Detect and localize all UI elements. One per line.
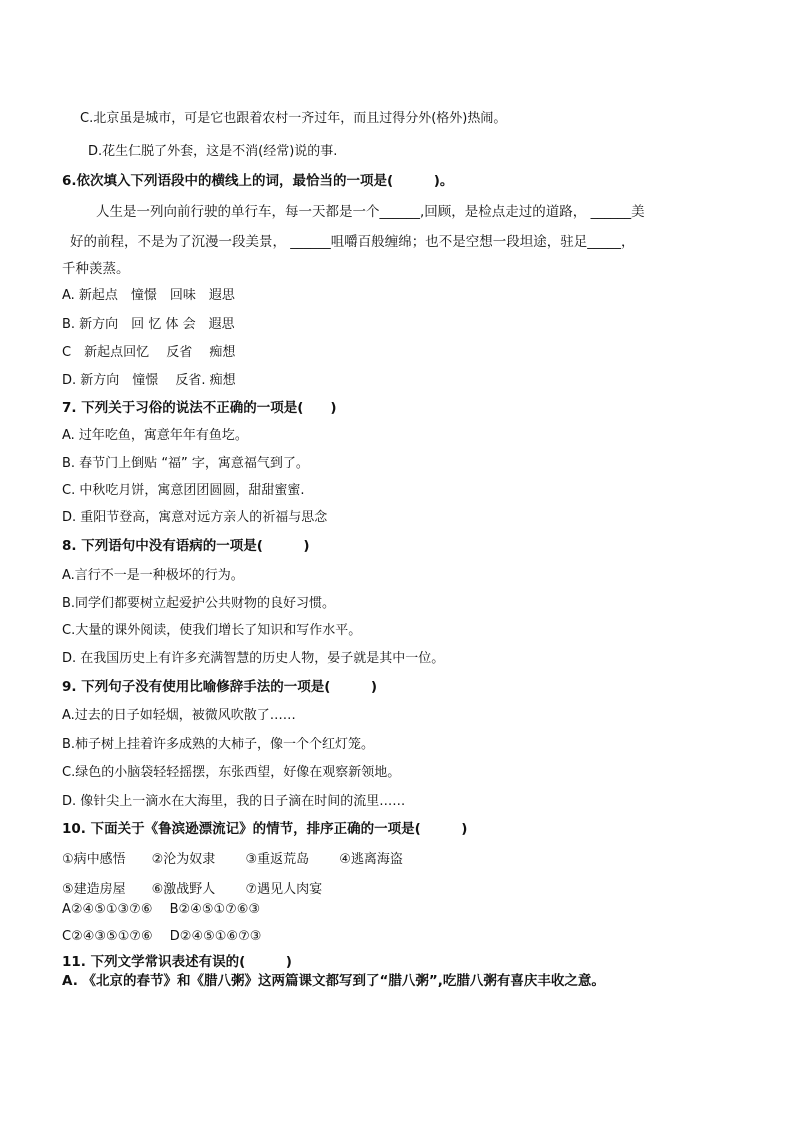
option-7b: B. 春节门上倒贴 “福” 字，寓意福气到了。: [62, 456, 309, 471]
option-9b: B.柿子树上挂着许多成熟的大柿子，像一个个红灯笼。: [62, 737, 375, 752]
question-10: 10. 下面关于《鲁滨逊漂流记》的情节，排序正确的一项是( ): [62, 821, 468, 837]
option-6c: C 新起点回忆 反省 痴想: [62, 345, 236, 360]
option-6d: D. 新方向 憧憬 反省. 痴想: [62, 373, 236, 388]
question-11: 11. 下列文学常识表述有误的( ): [62, 954, 292, 970]
question-7: 7. 下列关于习俗的说法不正确的一项是( ): [62, 400, 337, 416]
option-6a: A. 新起点 憧憬 回味 遐思: [62, 288, 235, 303]
option-10ab: A②④⑤①③⑦⑥ B②④⑤①⑦⑥③: [62, 902, 261, 917]
plot-items-row-1: ①病中感悟 ②沦为奴隶 ③重返荒岛 ④逃离海盗: [62, 852, 403, 867]
option-8a: A.言行不一是一种极坏的行为。: [62, 568, 244, 583]
option-8d: D. 在我国历史上有许多充满智慧的历史人物，晏子就是其中一位。: [62, 651, 445, 666]
option-6b: B. 新方向 回 忆 体 会 遐思: [62, 317, 235, 332]
option-8c: C.大量的课外阅读，使我们增长了知识和写作水平。: [62, 623, 362, 638]
option-7d: D. 重阳节登高，寓意对远方亲人的祈福与思念: [62, 510, 328, 525]
option-9a: A.过去的日子如轻烟，被微风吹散了……: [62, 708, 296, 723]
question-6: 6.依次填入下列语段中的横线上的词，最恰当的一项是( )。: [62, 173, 454, 189]
option-11a: A. 《北京的春节》和《腊八粥》这两篇课文都写到了“腊八粥”,吃腊八粥有喜庆丰收之意。: [62, 973, 605, 989]
option-9c: C.绿色的小脑袋轻轻摇摆，东张西望，好像在观察新领地。: [62, 765, 401, 780]
question-8: 8. 下列语句中没有语病的一项是( ): [62, 538, 310, 554]
option-5d: D.花生仁脱了外套，这是不消(经常)说的事.: [88, 144, 338, 159]
question-9: 9. 下列句子没有使用比喻修辞手法的一项是( ): [62, 679, 378, 695]
passage-line-1: 人生是一列向前行驶的单行车，每一天都是一个______,回顾，是检点走过的道路， ______美: [96, 204, 645, 220]
option-10cd: C②④③⑤①⑦⑥ D②④⑤①⑥⑦③: [62, 929, 262, 944]
plot-items-row-2: ⑤建造房屋 ⑥激战野人 ⑦遇见人肉宴: [62, 882, 323, 897]
option-7c: C. 中秋吃月饼，寓意团团圆圆，甜甜蜜蜜.: [62, 483, 305, 498]
passage-line-3: 千种羡蒸。: [62, 261, 130, 277]
passage-line-2: 好的前程，不是为了沉漫一段美景， ______咀嚼百般缠绵；也不是空想一段坦途，驻足_____，: [70, 234, 635, 250]
option-9d: D. 像针尖上一滴水在大海里，我的日子滴在时间的流里……: [62, 794, 406, 809]
option-5c: C.北京虽是城市，可是它也跟着农村一齐过年，而且过得分外(格外)热闹。: [80, 111, 507, 126]
option-8b: B.同学们都要树立起爱护公共财物的良好习惯。: [62, 596, 336, 611]
option-7a: A. 过年吃鱼，寓意年年有鱼圪。: [62, 428, 248, 443]
